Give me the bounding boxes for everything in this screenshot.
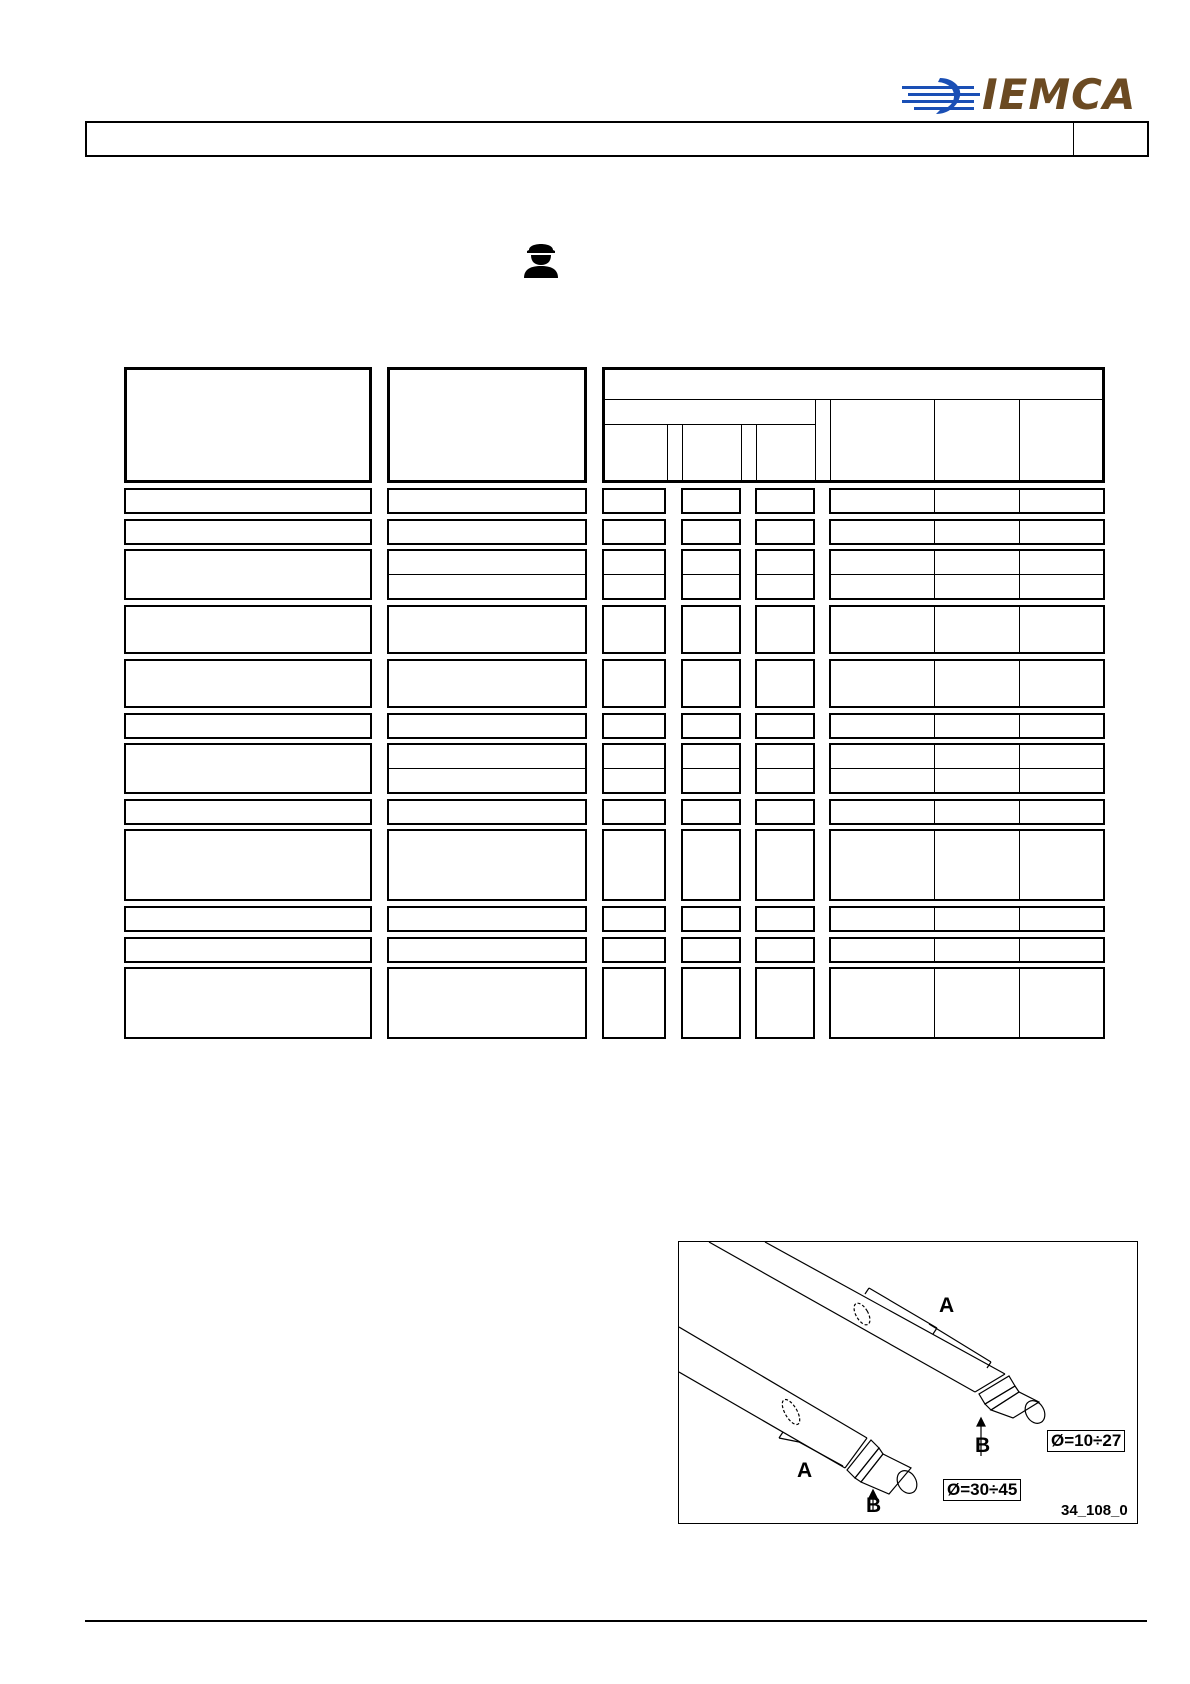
table-cell-col-4	[681, 799, 741, 825]
table-cell-col-2	[387, 488, 587, 514]
table-cell-col-1	[124, 549, 372, 600]
table-header-col-1	[124, 367, 372, 483]
table-col-divider	[934, 605, 935, 654]
table-cell-col-5	[755, 488, 815, 514]
logo-emblem-icon	[900, 76, 984, 116]
table-col-divider	[934, 743, 935, 794]
figure-label-b-upper: B	[975, 1434, 991, 1457]
table-cell-col-5	[755, 829, 815, 901]
table-col-divider	[1019, 605, 1020, 654]
table-cell-col-6	[829, 967, 1105, 1039]
table-header-vline	[815, 399, 816, 481]
table-header-vline	[682, 424, 683, 481]
table-col-divider	[1019, 829, 1020, 901]
table-col-divider	[1019, 549, 1020, 600]
table-cell-col-4	[681, 659, 741, 708]
table-cell-col-3	[602, 659, 666, 708]
table-cell-col-2	[387, 519, 587, 545]
table-header-vline	[934, 399, 935, 481]
table-cell-col-3	[602, 937, 666, 963]
table-col-divider	[934, 549, 935, 600]
table-row-divider	[602, 768, 666, 769]
table-col-divider	[934, 829, 935, 901]
table-col-divider	[1019, 519, 1020, 545]
table-cell-col-2	[387, 659, 587, 708]
operator-person-icon	[521, 238, 561, 278]
table-cell-col-3	[602, 488, 666, 514]
table-header-vline	[741, 424, 742, 481]
table-col-divider	[1019, 967, 1020, 1039]
header-page-divider	[1073, 121, 1074, 157]
table-row-divider	[387, 768, 587, 769]
table-cell-col-6	[829, 937, 1105, 963]
table-cell-col-5	[755, 906, 815, 932]
table-cell-col-3	[602, 713, 666, 739]
table-cell-col-2	[387, 906, 587, 932]
table-cell-col-5	[755, 799, 815, 825]
dimension-label-large: Ø=30÷45	[943, 1479, 1021, 1501]
table-cell-col-1	[124, 743, 372, 794]
table-row-divider	[755, 768, 815, 769]
figure-label-a-upper: A	[939, 1294, 955, 1317]
table-cell-col-6	[829, 659, 1105, 708]
table-header-vline	[667, 424, 668, 481]
brand-name: IEMCA	[982, 70, 1137, 119]
table-cell-col-1	[124, 488, 372, 514]
table-header-col-2	[387, 367, 587, 483]
table-header-divider	[604, 399, 1103, 400]
table-cell-col-3	[602, 519, 666, 545]
footer-rule	[85, 1620, 1147, 1622]
table-cell-col-4	[681, 937, 741, 963]
table-col-divider	[934, 488, 935, 514]
table-cell-col-4	[681, 967, 741, 1039]
table-cell-col-1	[124, 967, 372, 1039]
table-header-group	[602, 367, 1105, 483]
dimension-label-small: Ø=10÷27	[1047, 1430, 1125, 1452]
table-col-divider	[1019, 743, 1020, 794]
table-cell-col-3	[602, 967, 666, 1039]
table-cell-col-5	[755, 937, 815, 963]
figure-code: 34_108_0	[1061, 1502, 1128, 1519]
figure-label-a-lower: A	[797, 1459, 813, 1482]
table-cell-col-2	[387, 799, 587, 825]
table-cell-col-6	[829, 488, 1105, 514]
table-cell-col-5	[755, 519, 815, 545]
table-cell-col-2	[387, 605, 587, 654]
table-cell-col-4	[681, 713, 741, 739]
table-cell-col-5	[755, 967, 815, 1039]
table-cell-col-4	[681, 829, 741, 901]
table-row-divider	[829, 768, 1105, 769]
table-cell-col-2	[387, 937, 587, 963]
header-title-bar	[85, 121, 1149, 157]
table-cell-col-6	[829, 906, 1105, 932]
table-col-divider	[1019, 906, 1020, 932]
table-row-divider	[387, 574, 587, 575]
table-cell-col-1	[124, 799, 372, 825]
table-cell-col-6	[829, 829, 1105, 901]
table-col-divider	[934, 967, 935, 1039]
bar-ends-illustration	[679, 1242, 1137, 1523]
table-col-divider	[1019, 937, 1020, 963]
table-cell-col-5	[755, 659, 815, 708]
table-cell-col-1	[124, 713, 372, 739]
table-row-divider	[755, 574, 815, 575]
table-row-divider	[829, 574, 1105, 575]
table-cell-col-3	[602, 829, 666, 901]
figure-label-b-lower: B	[866, 1494, 882, 1517]
table-cell-col-4	[681, 605, 741, 654]
table-cell-col-4	[681, 519, 741, 545]
table-cell-col-6	[829, 519, 1105, 545]
table-cell-col-4	[681, 906, 741, 932]
table-cell-col-1	[124, 605, 372, 654]
table-col-divider	[934, 937, 935, 963]
table-cell-col-3	[602, 906, 666, 932]
table-cell-col-6	[829, 713, 1105, 739]
table-cell-col-1	[124, 829, 372, 901]
table-cell-col-5	[755, 713, 815, 739]
table-cell-col-4	[681, 488, 741, 514]
table-cell-col-1	[124, 937, 372, 963]
table-header-vline	[1019, 399, 1020, 481]
table-cell-col-2	[387, 713, 587, 739]
table-row-divider	[602, 574, 666, 575]
figure-frame	[678, 1241, 1138, 1524]
table-row-divider	[681, 574, 741, 575]
table-col-divider	[1019, 659, 1020, 708]
brand-logo	[900, 70, 1140, 118]
table-cell-col-3	[602, 799, 666, 825]
table-cell-col-1	[124, 906, 372, 932]
table-col-divider	[1019, 799, 1020, 825]
table-header-vline	[756, 424, 757, 481]
table-cell-col-3	[602, 605, 666, 654]
table-col-divider	[934, 519, 935, 545]
table-col-divider	[934, 906, 935, 932]
table-col-divider	[934, 799, 935, 825]
table-header-subdivider	[604, 424, 815, 425]
table-col-divider	[1019, 713, 1020, 739]
table-col-divider	[934, 659, 935, 708]
table-cell-col-6	[829, 605, 1105, 654]
table-col-divider	[934, 713, 935, 739]
table-header-vline	[830, 399, 831, 481]
table-cell-col-2	[387, 829, 587, 901]
table-col-divider	[1019, 488, 1020, 514]
table-row-divider	[681, 768, 741, 769]
table-cell-col-1	[124, 519, 372, 545]
table-cell-col-1	[124, 659, 372, 708]
table-cell-col-6	[829, 799, 1105, 825]
table-cell-col-2	[387, 967, 587, 1039]
table-cell-col-5	[755, 605, 815, 654]
